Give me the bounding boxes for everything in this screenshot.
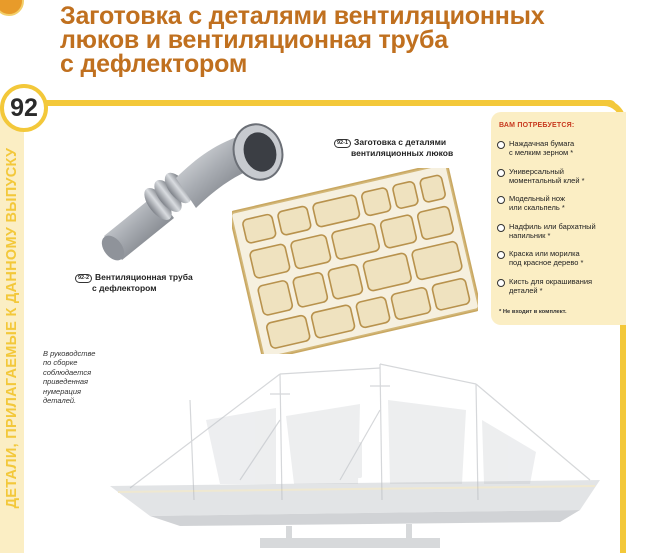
list-item (497, 277, 623, 305)
manual-note-line: по сборке (43, 358, 78, 368)
issue-number-badge (0, 84, 48, 132)
material-line1: Надфиль или бархатный (509, 221, 596, 231)
materials-list (497, 139, 623, 304)
bullet-circle-icon (497, 141, 505, 149)
manual-note-line: В руководстве (43, 349, 96, 358)
issue-number: 92 (10, 93, 38, 122)
manual-note-line: соблюдается (43, 367, 92, 377)
material-line1: Краска или морилка (509, 249, 580, 258)
frame-top (20, 100, 616, 106)
list-item (497, 139, 623, 167)
material-line2: под красное дерево * (509, 258, 584, 267)
corner-logo-icon (0, 0, 24, 16)
materials-panel (491, 112, 626, 325)
title-line-3: с дефлектором (60, 50, 248, 78)
side-label: ДЕТАЛИ, ПРИЛАГАЕМЫЕ К ДАННОМУ ВЫПУСКУ (4, 147, 20, 509)
pipe-part-name-line2: с дефлектором (92, 283, 157, 293)
ship-model-image (90, 360, 620, 553)
bullet-circle-icon (497, 224, 505, 232)
page-title (60, 4, 630, 76)
list-item (497, 167, 623, 195)
material-line1: Кисть для окрашивания (509, 276, 593, 286)
material-line2: с мелким зерном * (509, 148, 574, 157)
pipe-part-name-line1: Вентиляционная труба (95, 272, 193, 282)
material-line1: Модельный нож (509, 194, 565, 203)
materials-footnote: * Не входит в комплект. (499, 309, 567, 315)
material-line2: деталей * (509, 285, 543, 295)
pipe-part-code: 92-2 (75, 274, 92, 283)
fret-part-name-line2: вентиляционных люков (351, 148, 454, 158)
material-line2: напильник * (509, 230, 551, 240)
bullet-circle-icon (497, 251, 505, 259)
bullet-circle-icon (497, 169, 505, 177)
list-item (497, 249, 623, 277)
hatch-parts-fret-image (232, 168, 478, 354)
fret-part-name-line1: Заготовка с деталями (354, 137, 447, 147)
title-line-1: Заготовка с деталями вентиляционных (60, 2, 545, 30)
materials-title: ВАМ ПОТРЕБУЕТСЯ: (499, 122, 575, 129)
list-item (497, 222, 623, 250)
manual-note-line: деталей. (43, 396, 77, 406)
bullet-circle-icon (497, 279, 505, 287)
manual-note-line: нумерация (43, 386, 81, 396)
title-line-2: люков и вентиляционная труба (60, 26, 448, 54)
material-line1: Наждачная бумага (509, 139, 575, 148)
material-line2: или скальпель * (509, 203, 565, 212)
list-item (497, 194, 623, 222)
bullet-circle-icon (497, 196, 505, 204)
material-line1: Универсальный (509, 166, 564, 176)
material-line2: моментальный клей * (509, 175, 585, 185)
fret-part-label (334, 137, 464, 158)
fret-part-code: 92-1 (334, 139, 351, 148)
manual-note-line: приведенная (43, 377, 89, 387)
pipe-part-label (75, 272, 215, 293)
